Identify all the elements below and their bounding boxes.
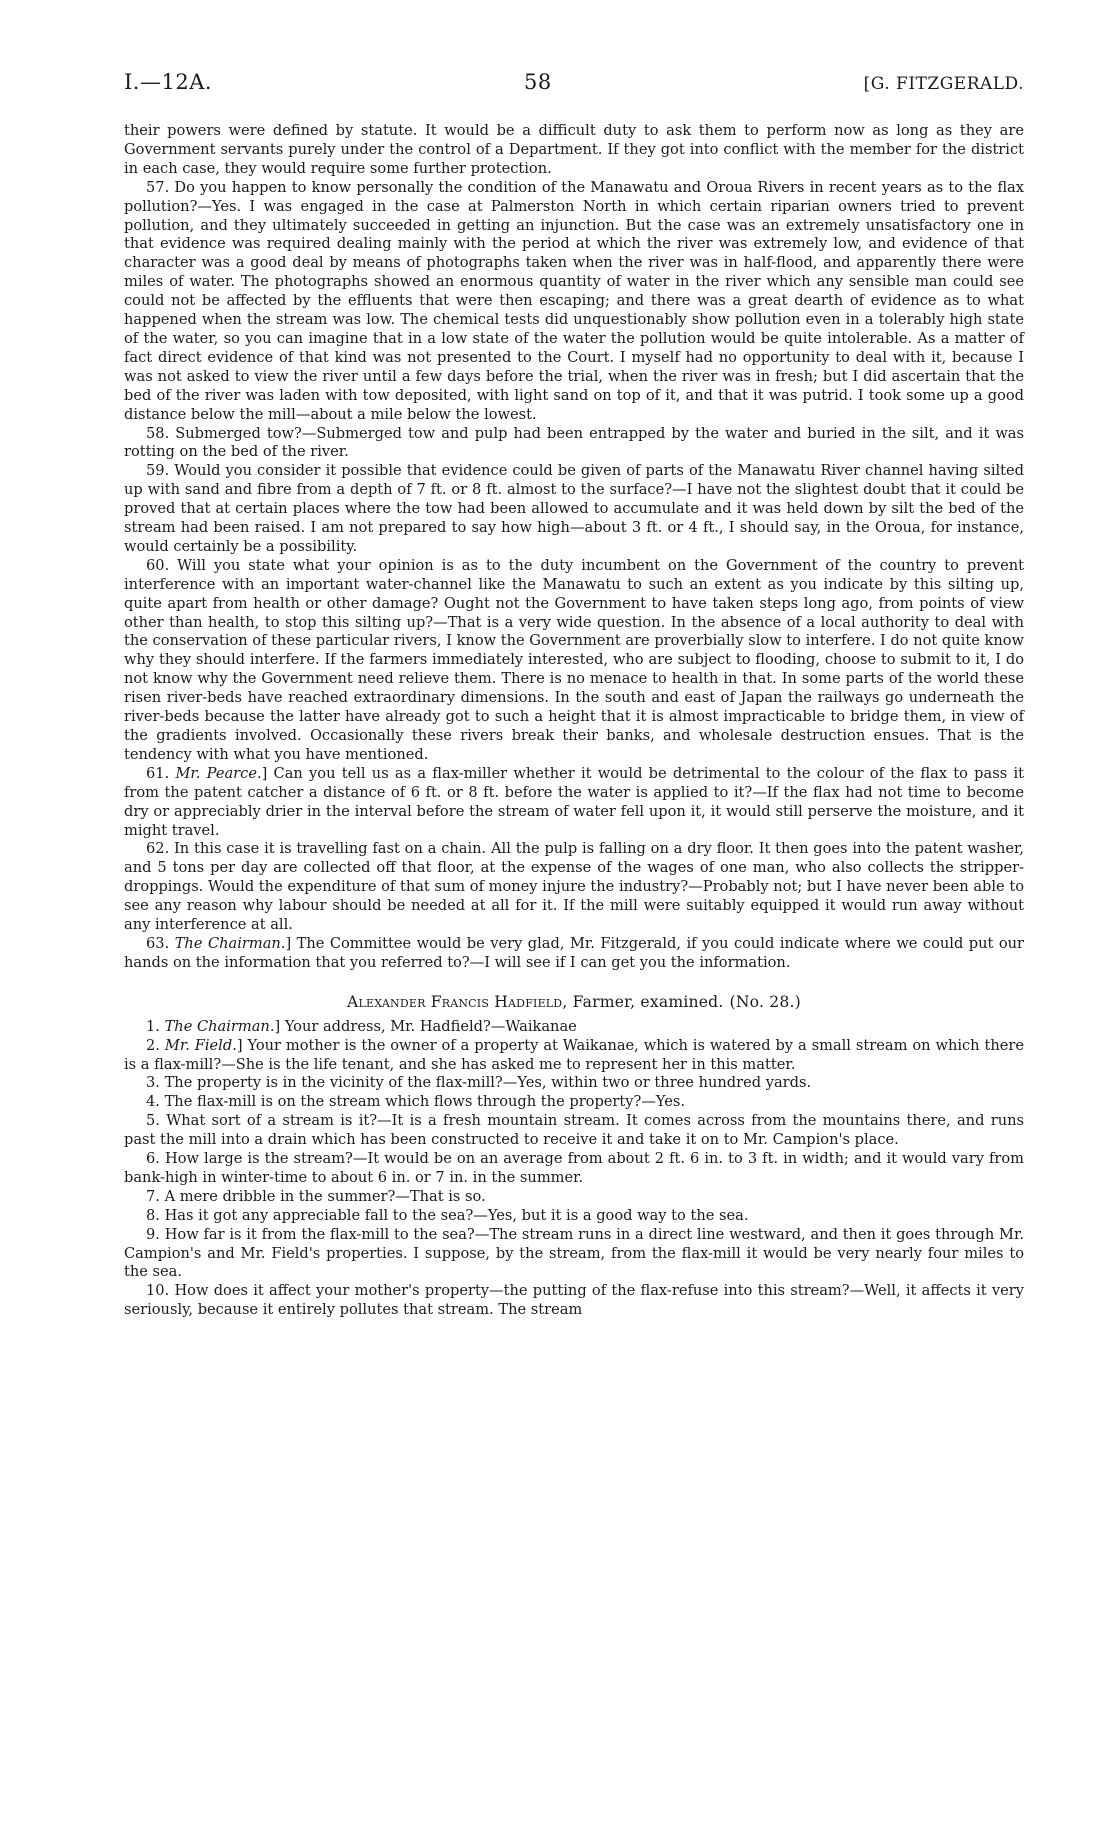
question-7: 7. A mere dribble in the summer?—That is so.: [146, 1187, 486, 1205]
paragraph-63: [124, 935, 1024, 973]
page-number: 58: [523, 70, 552, 94]
evidence-body: [124, 122, 1024, 1320]
question-10: 10. How does it affect your mother's property—the putting of the flax-refuse into this stream?—Well, it affects it very seriously, because it entirely pollutes that stream. The stream: [124, 1282, 1024, 1319]
witness-number: (No. 28.): [729, 992, 801, 1011]
witness-heading: [124, 993, 1024, 1012]
witness-name: Alexander Francis Hadfield: [347, 992, 563, 1011]
question-number: 1.: [146, 1017, 160, 1035]
question-3: 3. The property is in the vicinity of the flax-mill?—Yes, within two or three hundred yards.: [146, 1074, 812, 1092]
question-6: 6. How large is the stream?—It would be on an average from about 2 ft. 6 in. to 3 ft. in width; and it would vary from bank-high in winter-time to about 6 in. or 7 in. in the summer.: [124, 1150, 1024, 1186]
speaker-name: Mr. Field.: [164, 1036, 237, 1054]
page-header: [124, 70, 1024, 94]
document-reference: I.—12A.: [124, 70, 213, 94]
question-5: 5. What sort of a stream is it?—It is a fresh mountain stream. It comes across from the mountains there, and runs past the mill into a drain which has been constructed to receive it and take it on to Mr. Campion's place.: [124, 1112, 1024, 1149]
paragraph-57: 57. Do you happen to know personally the condition of the Manawatu and Oroua Rivers in recent years as to the flax pollution?—Yes. I was engaged in the case at Palmerston North in which certain riparian owners tried to prevent pollution, and they ultimately succeeded in getting an injunction. But the case was an extremely unsatisfactory one in that evidence was required dealing mainly with the period at which the river was extremely low, and evidence of that character was a good deal by means of photographs taken when the river was in half-flood, and apparently there were miles of water. The photographs showed an enormous quantity of water in the river which any sensible man could see could not be affected by the effluents that were then escaping; and there was a great dearth of evidence as to what happened when the stream was low. The chemical tests did unquestionably show pollution even in a tolerably high state of the water, so you can imagine that in a low state of the water the pollution would be quite intolerable. As a matter of fact direct evidence of that kind was not presented to the Court. I myself had no opportunity to deal with it, because I was not asked to view the river until a few days before the trial, when the river was in fresh; but I did ascertain that the bed of the river was laden with tow deposited, with light sand on top of it, and that it was putrid. I took some up a good distance below the mill—about a mile below the lowest.: [124, 178, 1024, 423]
question-number: 2.: [146, 1036, 160, 1054]
witness-description: , Farmer, examined.: [562, 992, 724, 1011]
question-8: 8. Has it got any appreciable fall to the sea?—Yes, but it is a good way to the sea.: [146, 1206, 749, 1224]
question-1: [124, 1018, 1024, 1037]
question-text: ] Your mother is the owner of a property at Waikanae, which is watered by a small stream on which there is a flax-mill?—She is the life tenant, and she has asked me to represent her in this matter.: [124, 1036, 1025, 1073]
document-page: [124, 70, 1024, 1320]
speaker-name: The Chairman.: [164, 1017, 275, 1035]
paragraph-continuation: their powers were defined by statute. It would be a difficult duty to ask them to perform now as long as they are Government servants purely under the control of a Department. If they got into conflict with the member for the district in each case, they would require some further protection.: [124, 122, 1024, 177]
paragraph-58: 58. Submerged tow?—Submerged tow and pulp had been entrapped by the water and buried in the silt, and it was rotting on the bed of the river.: [124, 424, 1024, 461]
question-4: 4. The flax-mill is on the stream which flows through the property?—Yes.: [146, 1093, 686, 1111]
paragraph-59: 59. Would you consider it possible that evidence could be given of parts of the Manawatu River channel having silted up with sand and fibre from a depth of 7 ft. or 8 ft. almost to the surface?—I have not the slightest doubt that it could be proved that at certain places where the tow had been allowed to accumulate and it was held down by silt the bed of the stream had been raised. I am not prepared to say how high—about 3 ft. or 4 ft., I should say, in the Oroua, for instance, would certainly be a possibility.: [124, 462, 1024, 555]
paragraph-60: 60. Will you state what your opinion is as to the duty incumbent on the Government of the country to prevent interference with an important water-channel like the Manawatu to such an extent as you indicate by this silting up, quite apart from health or other damage? Ought not the Government to have taken steps long ago, from points of view other than health, to stop this silting up?—That is a very wide question. In the absence of a local authority to deal with the conservation of these particular rivers, I know the Government are proverbially slow to interfere. I do not quite know why they should interfere. If the farmers immediately interested, who are subject to flooding, choose to submit to it, I do not know why the Government need relieve them. There is no menace to health in that. In some parts of the world these risen river-beds have reached extraordinary dimensions. In the south and east of Japan the railways go underneath the river-beds because the latter have already got to such a height that it is almost impracticable to bridge them, in view of the gradients involved. Occasionally these rivers break their banks, and wholesale destruction ensues. That is the tendency with what you have mentioned.: [124, 556, 1024, 763]
question-2: [124, 1037, 1024, 1075]
question-number: 61.: [146, 764, 170, 782]
speaker-name: Mr. Pearce.: [175, 764, 262, 782]
question-9: 9. How far is it from the flax-mill to the sea?—The stream runs in a direct line westward, and then it goes through Mr. Campion's and Mr. Field's properties. I suppose, by the stream, from the flax-mill it would be very nearly four miles to the sea.: [124, 1225, 1024, 1281]
paragraph-62: 62. In this case it is travelling fast on a chain. All the pulp is falling on a dry floor. It then goes into the patent washer, and 5 tons per day are collected off that floor, at the expense of the wages of one man, who also collects the stripper-droppings. Would the expenditure of that sum of money injure the industry?—Probably not; but I have never been able to see any reason why labour should be needed at all for it. If the mill were suitably equipped it would run away without any interference at all.: [124, 840, 1024, 934]
question-text: ] Can you tell us as a flax-miller whether it would be detrimental to the colour of the flax to pass it from the patent catcher a distance of 6 ft. or 8 ft. before the water is applied to it?—If the flax had not time to become dry or appreciably drier in the interval before the stream of water fell upon it, it would still perserve the moisture, and it might travel.: [124, 764, 1024, 839]
paragraph-61: [124, 765, 1024, 841]
speaker-name: The Chairman.: [174, 934, 286, 952]
witness-name-header: [G. FITZGERALD.: [863, 74, 1024, 94]
question-text: ] The Committee would be very glad, Mr. Fitzgerald, if you could indicate where we could put our hands on the information that you referred to?—I will see if I can get you the information.: [124, 934, 1024, 971]
question-number: 63.: [146, 934, 170, 952]
question-text: ] Your address, Mr. Hadfield?—Waikanae: [274, 1017, 577, 1035]
